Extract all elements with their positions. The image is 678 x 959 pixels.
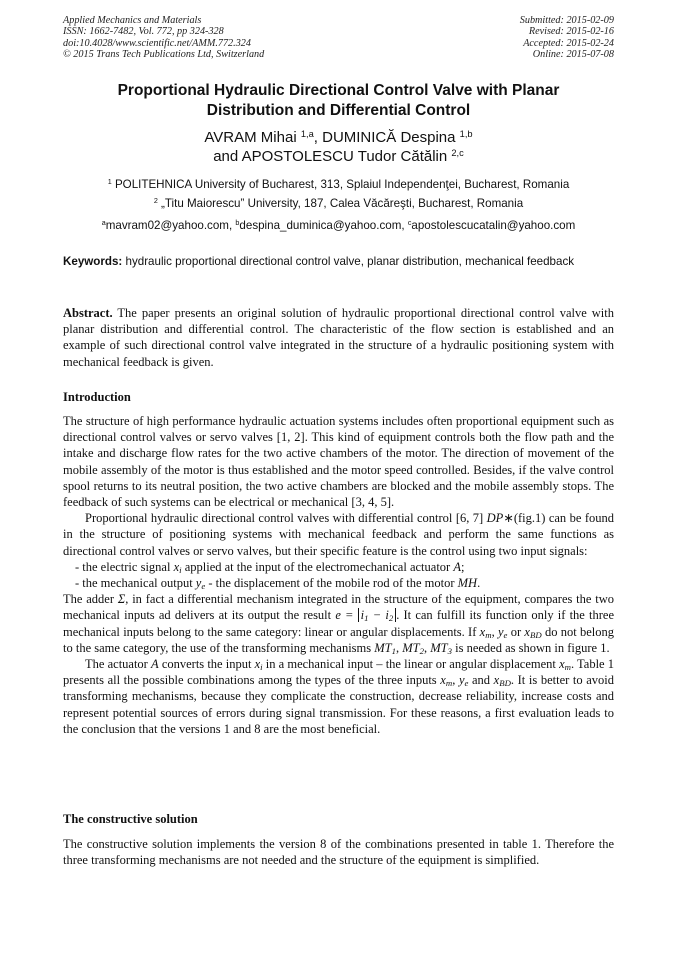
- journal-info: [63, 15, 264, 61]
- subscript: m: [445, 678, 453, 689]
- symbol: i: [385, 608, 389, 623]
- formula: [335, 608, 396, 622]
- abstract-text: The paper presents an original solution of hydraulic proportional directional control valve with planar distribution and differential control. The characteristic of the flow section is established and an example of such directional control valve integrated in the structure of a hydraulic positioning system with mechanical feedback is given.: [63, 306, 614, 369]
- paragraph: The constructive solution implements the version 8 of the combinations presented in table 1. Therefore the three transforming mechanisms are not needed and the structure of the equipment is simplified.: [63, 837, 614, 868]
- author-separator: ,: [313, 129, 323, 146]
- text-run: or: [507, 624, 525, 639]
- authors-line-1: [63, 128, 614, 147]
- symbol: A: [151, 657, 159, 672]
- text-run: - the electric signal: [75, 559, 174, 574]
- affiliation-mark: 2: [153, 196, 158, 206]
- list-item: [63, 559, 614, 575]
- subscript: m: [564, 662, 571, 673]
- symbol: x: [440, 673, 446, 688]
- keywords-label: Keywords:: [63, 255, 123, 268]
- text-run: do not belong to the same category, the use of the transforming mechanisms: [63, 624, 614, 655]
- affiliation-1: [63, 178, 614, 192]
- date-online: Online: 2015-07-08: [532, 49, 614, 61]
- affiliation-text: POLITEHNICA University of Bucharest, 313, Splaiul Independenţei, Bucharest, Romania: [111, 178, 570, 191]
- symbol: MT: [402, 640, 420, 655]
- text-run: The adder: [63, 592, 118, 607]
- symbol: x: [559, 657, 565, 672]
- symbol: x: [524, 624, 530, 639]
- journal-doi: doi:10.4028/www.scientific.net/AMM.772.324: [63, 37, 251, 49]
- subscript: e: [464, 678, 469, 689]
- author-name: DUMINICĂ Despina: [322, 129, 460, 146]
- author-name: AVRAM Mihai: [204, 129, 301, 146]
- email-text: mavram02@yahoo.com,: [105, 219, 236, 232]
- keywords-text: hydraulic proportional directional control valve, planar distribution, mechanical feedback: [122, 255, 575, 268]
- text-run: Proportional hydraulic directional control valves with differential control [6, 7]: [85, 511, 487, 526]
- paper-title: [63, 81, 614, 121]
- text-run: .: [477, 576, 481, 591]
- text-run: . It can fulfill its function only if the three mechanical inputs belong to the same category: linear or angular displacements. If: [63, 608, 615, 639]
- email-text: apostolescucatalin@yahoo.com: [411, 219, 576, 232]
- author-list: [63, 128, 614, 166]
- keywords: [63, 255, 614, 269]
- paragraph: [63, 591, 614, 656]
- text-run: , in fact a differential mechanism integrated in the structure of the equipment, compares the two mechanical inputs ad delivers at its output the result: [63, 592, 614, 623]
- date-submitted: Submitted: 2015-02-09: [519, 15, 614, 26]
- date-accepted: Accepted: 2015-02-24: [523, 37, 614, 49]
- text-run: and: [468, 673, 494, 688]
- text-run: ,: [491, 624, 498, 639]
- symbol: ∗: [503, 511, 514, 526]
- text-run: . Table 1 presents all the possible combinations among the types of the three inputs: [63, 657, 615, 688]
- affiliation-text: „Titu Maiorescu” University, 187, Calea Văcăreşti, Bucharest, Romania: [157, 197, 524, 210]
- text-run: is needed as shown in figure 1.: [452, 640, 610, 655]
- symbol: A: [453, 559, 461, 574]
- text-run: applied at the input of the electromechanical actuator: [181, 559, 454, 574]
- affiliation-mark: 1: [107, 177, 112, 187]
- text-run: ,: [452, 673, 459, 688]
- author-emails: [63, 219, 614, 233]
- list-item: [63, 575, 614, 591]
- journal-name: Applied Mechanics and Materials: [63, 15, 202, 26]
- symbol: MH: [457, 576, 478, 591]
- title-line-2: Distribution and Differential Control: [206, 102, 471, 119]
- formula-abs: [358, 608, 397, 622]
- paragraph: The structure of high performance hydraulic actuation systems includes often proportional equipment such as directional control valves or servo valves [1, 2]. This kind of equipment controls both the flow path and the intake and discharge flow rates for the two active chambers of the motor. The direction of movement of the mobile assembly of the motor is thus established and the motor speed controlled. Besides, if the valve control spool returns to its neutral position, the two active chambers are blocked and the mobile assembly stops. The feedback of such systems can be electrical or mechanical [3, 4, 5].: [63, 414, 614, 510]
- symbol: x: [254, 657, 261, 672]
- subscript: i: [179, 565, 182, 576]
- text-run: ,: [424, 640, 431, 655]
- authors-line-2: [63, 147, 614, 166]
- author-conjunction: and: [213, 148, 242, 165]
- subscript: i: [260, 662, 263, 673]
- text-run: The actuator: [85, 657, 152, 672]
- text-run: ,: [396, 640, 403, 655]
- symbol: Σ: [117, 592, 126, 607]
- text-run: - the mechanical output: [75, 576, 196, 591]
- symbol: i: [360, 608, 365, 623]
- subscript: BD: [529, 629, 542, 640]
- subscript: e: [201, 581, 206, 592]
- email-mark: c: [407, 218, 412, 228]
- email-mark: a: [101, 218, 106, 228]
- subscript: e: [503, 629, 508, 640]
- text-run: . It is better to avoid transforming mechanisms, because they complicate the construction, decrease reliability, increase costs and represent potential sources of errors during signal transmission. For these reasons, a first evaluation leads to the conclusion that the versions 1 and 8 are the most beneficial.: [63, 673, 615, 736]
- title-line-1: Proportional Hydraulic Directional Control Valve with Planar: [117, 82, 560, 99]
- subscript: 2: [419, 646, 424, 657]
- symbol: y: [195, 576, 202, 591]
- author-affil-mark: 2,c: [451, 147, 464, 158]
- text-run: converts the input: [158, 657, 255, 672]
- formula-lhs: e =: [335, 608, 358, 623]
- abstract: [63, 305, 614, 370]
- subscript: 1: [391, 646, 396, 657]
- symbol: −: [368, 608, 386, 623]
- publication-dates: [520, 15, 614, 61]
- symbol: y: [497, 624, 504, 639]
- symbol: x: [493, 673, 500, 688]
- section-heading-constructive-solution: The constructive solution: [63, 812, 198, 826]
- text-run: (fig.1) can be found in the structure of positioning systems with mechanical feedback and perform the same functions as directional control valves or servo valves, but their specific feature is the control using two input signals:: [63, 511, 614, 558]
- subscript: 3: [447, 646, 452, 657]
- affiliation-2: [63, 197, 614, 211]
- subscript: 1: [364, 613, 369, 624]
- date-revised: Revised: 2015-02-16: [528, 26, 614, 38]
- section-heading-introduction: Introduction: [63, 390, 131, 404]
- text-run: - the displacement of the mobile rod of the motor: [205, 576, 458, 591]
- author-affil-mark: 1,b: [459, 128, 473, 139]
- introduction-body: [63, 413, 614, 737]
- subscript: m: [485, 629, 492, 640]
- symbol: MT: [374, 640, 392, 655]
- symbol: y: [458, 673, 465, 688]
- journal-issn: ISSN: 1662-7482, Vol. 772, pp 324-328: [63, 26, 224, 38]
- text-run: ;: [460, 559, 465, 574]
- author-name: APOSTOLESCU Tudor Cătălin: [241, 148, 452, 165]
- symbol: DP: [486, 511, 504, 526]
- abstract-label: Abstract.: [63, 306, 113, 320]
- subscript: BD: [499, 678, 511, 689]
- email-text: despina_duminica@yahoo.com,: [239, 219, 408, 232]
- constructive-solution-body: [63, 836, 614, 868]
- email-mark: b: [235, 218, 240, 228]
- author-affil-mark: 1,a: [300, 128, 314, 139]
- paragraph: [63, 510, 614, 559]
- symbol: x: [173, 559, 180, 574]
- subscript: 2: [388, 613, 394, 624]
- journal-copyright: © 2015 Trans Tech Publications Ltd, Switzerland: [63, 49, 265, 61]
- symbol: x: [479, 624, 486, 639]
- symbol: MT: [430, 640, 448, 655]
- paragraph: [63, 656, 614, 737]
- text-run: in a mechanical input – the linear or angular displacement: [262, 657, 560, 672]
